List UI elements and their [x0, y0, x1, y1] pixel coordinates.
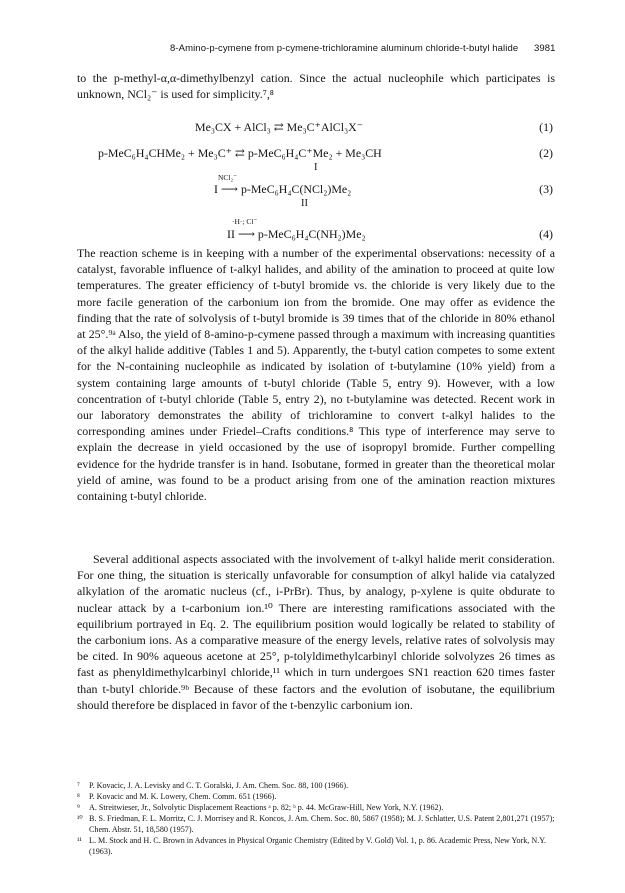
equation-1	[77, 119, 555, 135]
intro-paragraph: to the p-methyl-α,α-dimethylbenzyl cation. Since the actual nucleophile which participates is unknown, NCl₂⁻ is used for simplicity.⁷,⁸	[77, 71, 555, 102]
equation-4-arrow-label: ·H·; Cl⁻	[232, 217, 258, 226]
footnote-text: P. Kovacic and M. K. Lowery, Chem. Comm. 651 (1966).	[89, 792, 277, 801]
equation-1-expression: Me₃CX + AlCl₃ ⇄ Me₃C⁺AlCl₃X⁻	[195, 120, 364, 134]
footnote	[77, 835, 555, 857]
equation-3-compound-label: II	[301, 198, 308, 209]
footnote-mark: ¹¹	[77, 836, 82, 845]
body-paragraph-2: Several additional aspects associated with the involvement of t-alkyl halide merit consideration. For one thing, the situation is sterically unfavorable for consumption of alkyl halide via catalyzed alkylation of the aromatic nucleus (cf., i-PrBr). Thus, by analogy, p-xylene is quite obdurate to nuclear attack by a t-carbonium ion.¹⁰ There are interesting ramifications associated with the equilibrium portrayed in Eq. 2. The equilibrium position would logically be related to stability of the carbonium ions. As a comparative measure of the energy levels, relative rates of solvolysis may be cited. In 90% aqueous acetone at 25°, p-tolyldimethylcarbinyl chloride solvolyzes 26 times as fast as phenyldimethylcarbinyl chloride,¹¹ which in turn undergoes SN1 reaction 620 times faster than t-butyl chloride.⁹ᵇ Because of these factors and the evolution of isobutane, the equilibrium should therefore be displaced in favor of the t-benzylic carbonium ion.	[77, 552, 555, 712]
footnote-mark: ¹⁰	[77, 814, 83, 823]
equation-2-compound-label: I	[314, 162, 318, 173]
footnote	[77, 780, 555, 791]
footnotes	[77, 780, 555, 857]
footnote	[77, 802, 555, 813]
footnote-text: P. Kovacic, J. A. Levisky and C. T. Goralski, J. Am. Chem. Soc. 88, 100 (1966).	[89, 781, 349, 790]
equation-4	[77, 226, 555, 242]
equation-3-number: (3)	[539, 182, 553, 196]
footnote-text: L. M. Stock and H. C. Brown in Advances in Physical Organic Chemistry (Edited by V. Gold) Vol. 1, p. 86. Academic Press, New York, N.Y. (1963).	[89, 836, 547, 856]
footnote-mark: ⁷	[77, 781, 80, 790]
equation-3-expression: I ⟶ p-MeC₆H₄C(NCl₂)Me₂	[214, 182, 352, 196]
footnote-mark: ⁸	[77, 792, 80, 801]
body-paragraph-1: The reaction scheme is in keeping with a number of the experimental observations: necessity of a catalyst, favorable influence of t-alkyl halides, and ability of the amination to proceed at quite low temperatures. The greater efficiency of t-butyl bromide vs. the chloride is very likely due to the more facile generation of the carbonium ion from the bromide. One may offer as evidence the finding that the rate of solvolysis of t-butyl bromide is 39 times that of the chloride in 80% ethanol at 25°.⁹ᵃ Also, the yield of 8-amino-p-cymene passed through a maximum with increasing quantities of the alkyl halide additive (Tables 1 and 5). Apparently, the t-butyl cation competes to some extent for the N-containing nucleophile as indicated by isolation of t-butylamine (10% yield) from a system containing large amounts of t-butyl chloride (Table 5, entry 9). However, with a low concentration of t-butyl chloride (Table 5, entry 2), no t-butylamine was detected. Recent work in our laboratory demonstrates the ability of trichloramine to convert t-alkyl halides to the corresponding amines under Friedel–Crafts conditions.⁸ This type of interference may serve to explain the decrease in yield occasioned by the use of isopropyl bromide. Further compelling evidence for the hydride transfer is in hand. Isobutane, formed in greater than the theoretical molar yield of amine, was found to be a product arising from one of the amination reaction mixtures containing t-butyl chloride.	[77, 246, 555, 504]
footnote-mark: ⁹	[77, 803, 80, 812]
equation-2	[77, 145, 555, 161]
footnote-text: B. S. Friedman, F. L. Morritz, C. J. Morrisey and R. Koncos, J. Am. Chem. Soc. 80, 5867 (1958); M. J. Schlatter, U.S. Patent 2,801,271 (1957); Chem. Abstr. 51, 18,580 (1957).	[89, 814, 555, 834]
footnote	[77, 791, 555, 802]
equation-4-number: (4)	[539, 227, 553, 241]
equation-3	[77, 181, 555, 197]
equation-2-number: (2)	[539, 146, 553, 160]
running-head-title: 8-Amino-p-cymene from p-cymene-trichloramine aluminum chloride-t-butyl halide	[170, 43, 519, 54]
equation-3-arrow-label: NCl₂⁻	[218, 173, 238, 182]
equation-2-expression: p-MeC₆H₄CHMe₂ + Me₃C⁺ ⇄ p-MeC₆H₄C⁺Me₂ + Me₃CH	[98, 146, 382, 160]
page-number: 3981	[534, 43, 556, 54]
footnote-text: A. Streitwieser, Jr., Solvolytic Displacement Reactions ᵃ p. 82; ᵇ p. 44. McGraw-Hill, New York, N.Y. (1962).	[89, 803, 444, 812]
equation-4-expression: II ⟶ p-MeC₆H₄C(NH₂)Me₂	[227, 227, 366, 241]
equation-1-number: (1)	[539, 120, 553, 134]
footnote	[77, 813, 555, 835]
